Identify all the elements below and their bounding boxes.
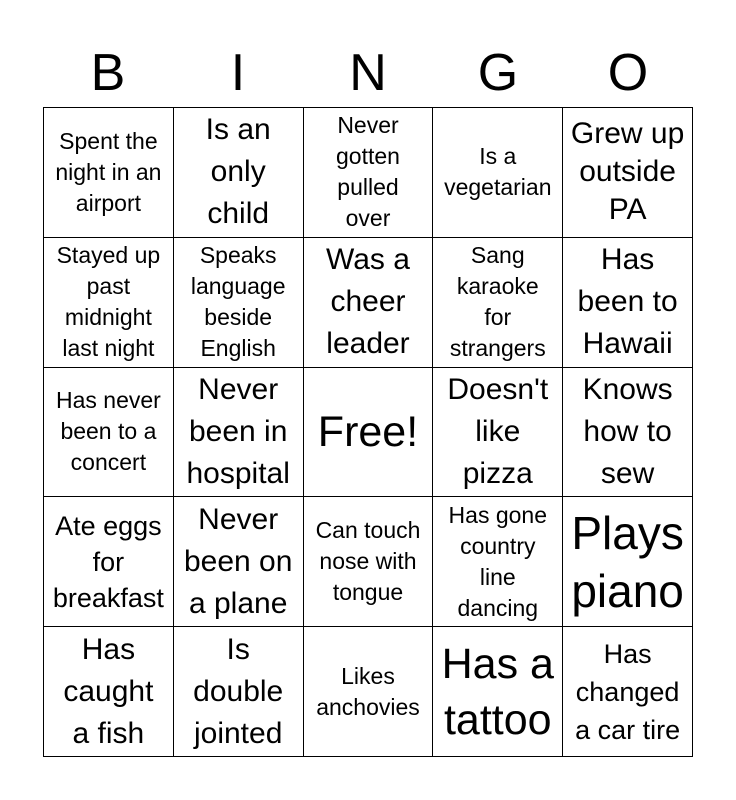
bingo-cell-text: Doesn't like pizza bbox=[447, 372, 549, 490]
bingo-cell-r4-c1 bbox=[44, 497, 174, 627]
bingo-cell-r1-c5 bbox=[563, 108, 693, 238]
bingo-cell-text: Plays piano bbox=[571, 506, 684, 617]
bingo-cell-text: Is an only child bbox=[205, 113, 271, 231]
bingo-cell-text: Has caught a fish bbox=[63, 632, 154, 750]
bingo-board bbox=[43, 107, 693, 757]
bingo-cell-text: Is a vegetarian bbox=[444, 143, 552, 201]
bingo-cell-r3-c4 bbox=[433, 368, 563, 498]
bingo-cell-r4-c4 bbox=[433, 497, 563, 627]
bingo-cell-text: Has a tattoo bbox=[441, 639, 554, 744]
bingo-cell-r5-c3 bbox=[304, 627, 434, 757]
header-letter-i: I bbox=[230, 44, 246, 102]
bingo-cell-text: Likes anchovies bbox=[316, 662, 420, 720]
bingo-cell-text: Stayed up past midnight last night bbox=[56, 242, 161, 362]
bingo-cell-r5-c4 bbox=[433, 627, 563, 757]
bingo-cell-text: Never been in hospital bbox=[186, 372, 290, 490]
bingo-cell-text: Has been to Hawaii bbox=[577, 243, 678, 361]
bingo-cell-r4-c2 bbox=[174, 497, 304, 627]
bingo-cell-text: Grew up outside PA bbox=[570, 117, 685, 227]
bingo-cell-r3-c2 bbox=[174, 368, 304, 498]
free-space-text: Free! bbox=[317, 407, 419, 456]
bingo-cell-r4-c3 bbox=[304, 497, 434, 627]
bingo-cell-r1-c3 bbox=[304, 108, 434, 238]
bingo-cell-r5-c5 bbox=[563, 627, 693, 757]
bingo-cell-free bbox=[304, 368, 434, 498]
bingo-cell-r4-c5 bbox=[563, 497, 693, 627]
bingo-cell-r2-c3 bbox=[304, 238, 434, 368]
bingo-cell-text: Ate eggs for breakfast bbox=[52, 510, 164, 613]
bingo-cell-text: Spent the night in an airport bbox=[55, 127, 162, 216]
bingo-cell-text: Speaks language beside English bbox=[190, 242, 286, 362]
bingo-cell-r2-c4 bbox=[433, 238, 563, 368]
bingo-cell-r5-c2 bbox=[174, 627, 304, 757]
bingo-cell-text: Can touch nose with tongue bbox=[315, 517, 421, 606]
bingo-cell-text: Never gotten pulled over bbox=[336, 112, 400, 232]
bingo-cell-text: Sang karaoke for strangers bbox=[449, 242, 546, 362]
bingo-cell-text: Has gone country line dancing bbox=[448, 501, 548, 621]
header-letter-b: B bbox=[90, 44, 126, 102]
bingo-cell-text: Knows how to sew bbox=[582, 372, 673, 490]
bingo-cell-text: Has never been to a concert bbox=[55, 387, 161, 476]
bingo-cell-r5-c1 bbox=[44, 627, 174, 757]
bingo-cell-text: Has changed a car tire bbox=[575, 638, 681, 745]
bingo-cell-text: Was a cheer leader bbox=[326, 243, 410, 361]
header-letter-n: N bbox=[349, 44, 387, 102]
bingo-cell-r1-c2 bbox=[174, 108, 304, 238]
bingo-cell-r2-c1 bbox=[44, 238, 174, 368]
header-letter-g: G bbox=[477, 44, 519, 102]
bingo-cell-r1-c4 bbox=[433, 108, 563, 238]
bingo-cell-r3-c5 bbox=[563, 368, 693, 498]
bingo-header bbox=[43, 40, 693, 106]
bingo-cell-r3-c1 bbox=[44, 368, 174, 498]
bingo-cell-text: Never been on a plane bbox=[183, 502, 293, 620]
bingo-cell-r2-c5 bbox=[563, 238, 693, 368]
bingo-cell-text: Is double jointed bbox=[193, 632, 284, 750]
bingo-cell-r2-c2 bbox=[174, 238, 304, 368]
header-letter-o: O bbox=[607, 44, 649, 102]
bingo-cell-r1-c1 bbox=[44, 108, 174, 238]
